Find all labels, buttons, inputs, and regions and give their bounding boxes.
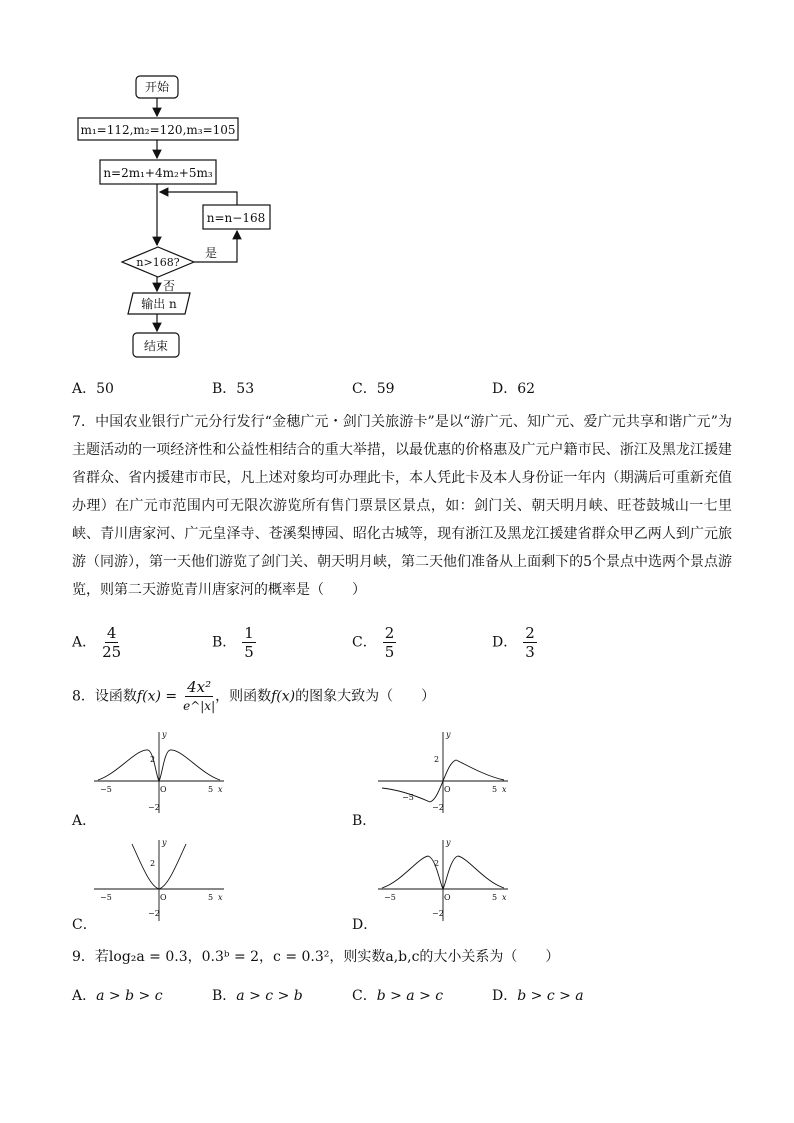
q9-question-text: 9．若log₂a = 0.3，0.3ᵇ = 2，c = 0.3²，则实数a,b,c的大小关系为（ ） [72,949,560,965]
svg-text:−2: −2 [432,803,444,812]
svg-text:−5: −5 [402,793,414,802]
flow-update-label: n=n−168 [206,211,266,225]
svg-text:O: O [444,893,451,902]
q6-option-a: A．50 [72,381,114,397]
svg-text:5: 5 [208,785,214,794]
svg-text:y: y [162,838,167,847]
svg-text:−2: −2 [148,909,160,918]
flow-init-label: m₁=112,m₂=120,m₃=105 [80,123,236,137]
flow-condition-label: n>168? [136,256,180,269]
svg-text:O: O [160,893,167,902]
svg-text:y: y [162,730,167,739]
svg-text:5: 5 [492,893,498,902]
flow-output-label: 输出 n [141,297,177,311]
q7-option-b: B． $\frac{1}{5}$ [212,624,254,661]
q8-graph-d [376,836,516,926]
q8-question-text: 8．设函数f(x) = $\frac{\text{4x²}}{e\^{}|x|}$ ，则函数f(x)的图象大致为（ ） [72,678,436,713]
q9-option-b: B．a > c > b [212,988,303,1004]
svg-text:x: x [502,893,507,902]
q7-option-c: C． $\frac{2}{5}$ [352,624,395,661]
svg-text:−2: −2 [148,803,160,812]
svg-text:y: y [446,730,451,739]
svg-text:O: O [160,785,167,794]
q8-graph-b [376,728,516,818]
q7-option-a: A． $\frac{4}{25}$ [72,624,122,661]
q9-option-a: A．a > b > c [72,988,163,1004]
q9-option-d: D．b > c > a [492,988,584,1004]
q6-option-c: C．59 [352,381,395,397]
flow-yes-label: 是 [205,246,218,260]
svg-text:−5: −5 [100,893,112,902]
svg-text:−2: −2 [432,909,444,918]
svg-text:x: x [218,785,223,794]
flow-no-label: 否 [163,279,176,293]
flow-end-label: 结束 [143,339,169,353]
q8-option-a: A． [72,813,97,829]
svg-text:−5: −5 [100,785,112,794]
svg-text:y: y [446,838,451,847]
svg-text:2: 2 [434,755,440,764]
svg-text:x: x [502,785,507,794]
q8-option-c: C． [72,917,97,933]
svg-text:5: 5 [208,893,214,902]
svg-text:2: 2 [434,859,440,868]
svg-text:5: 5 [492,785,498,794]
q7-option-d: D． $\frac{2}{3}$ [492,624,535,661]
q9-option-c: C．b > a > c [352,988,444,1004]
q8-graph-c [92,836,232,926]
q8-option-b: B． [352,813,377,829]
q7-question-text: 7．中国农业银行广元分行发行“金穗广元・剑门关旅游卡”是以“游广元、知广元、爱广元共享和谐广元”为主题活动的一项经济性和公益性相结合的重大举措，以最优惠的价格惠及广元户籍市民、浙江及黑龙江援建省群众、省内援建市市民，凡上述对象均可办理此卡，本人凭此卡及本人身份证一年内（期满后可重新充值办理）在广元市范围内可无限次游览所有售门票景区景点，如：剑门关、朝天明月峡、旺苍鼓城山一七里峡、青川唐家河、广元皇泽寺、苍溪梨博园、昭化古城等，现有浙江及黑龙江援建省群众甲乙两人到广元旅游（同游），第一天他们游览了剑门关、朝天明月峡，第二天他们准备从上面剩下的5个景点中选两个景点游览，则第二天游览青川唐家河的概率是（ ） [72,414,732,598]
svg-text:2: 2 [150,859,156,868]
q6-option-b: B．53 [212,381,255,397]
svg-text:x: x [218,893,223,902]
svg-text:−5: −5 [384,893,396,902]
svg-text:2: 2 [150,755,156,764]
flowchart [0,0,794,370]
q8-option-d: D． [352,917,378,933]
q8-graph-a [92,728,232,818]
flow-start-label: 开始 [144,80,170,94]
flow-compute-label: n=2m₁+4m₂+5m₃ [103,166,213,180]
svg-text:O: O [444,785,451,794]
q6-option-d: D．62 [492,381,536,397]
